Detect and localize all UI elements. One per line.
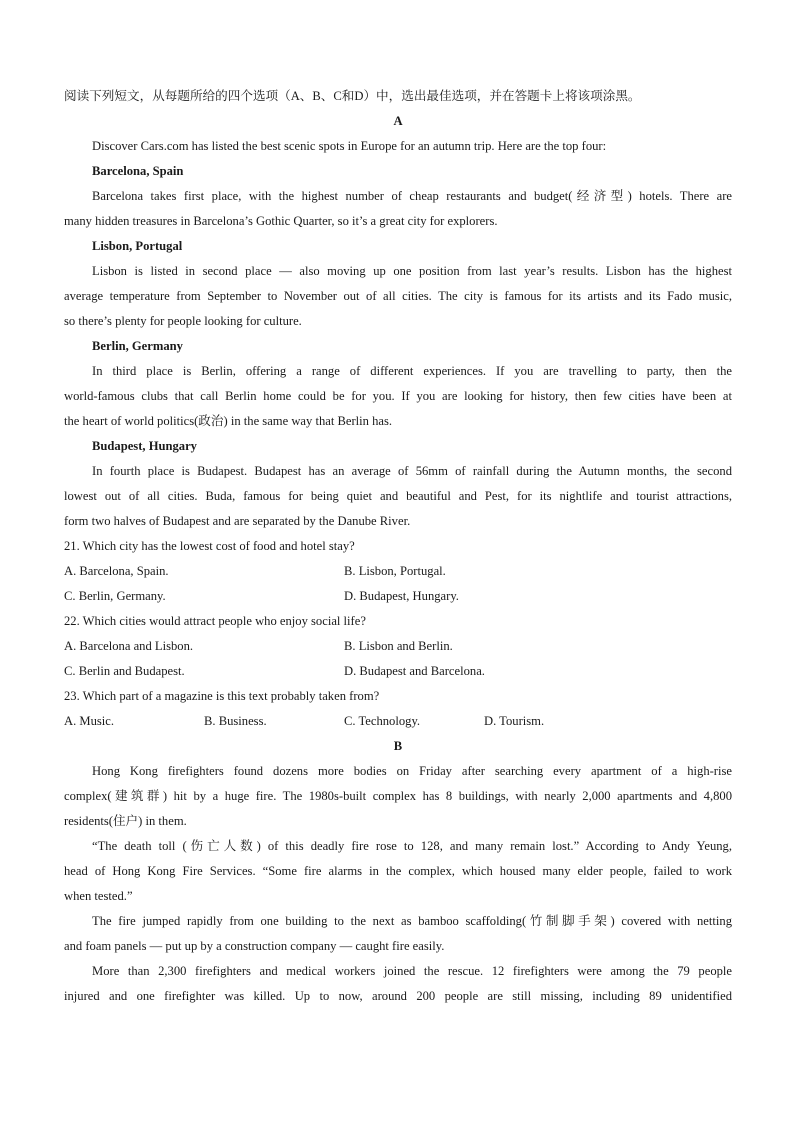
passage-b-p2-line-2: head of Hong Kong Fire Services. “Some fire alarms in the complex, which housed many elder people, failed to work: [64, 864, 732, 878]
instructions: 阅读下列短文，从每题所给的四个选项（A、B、C和D）中，选出最佳选项，并在答题卡上将该项涂黑。: [64, 89, 641, 103]
question-22-stem: 22. Which cities would attract people who enjoy social life?: [64, 614, 366, 628]
passage-a-intro: Discover Cars.com has listed the best scenic spots in Europe for an autumn trip. Here are the top four:: [92, 139, 607, 153]
question-21-options-row-2: [64, 584, 732, 609]
exam-page: [64, 84, 732, 1009]
passage-a-label: A: [393, 114, 403, 128]
passage-b-p1-line-2: complex(建筑群) hit by a huge fire. The 1980s-built complex has 8 buildings, with nearly 2,000 apartments and 4,800: [64, 789, 732, 803]
lisbon-line-3: so there’s plenty for people looking for culture.: [64, 314, 302, 328]
lisbon-heading: Lisbon, Portugal: [92, 239, 183, 253]
question-22-options-row-1: [64, 634, 732, 659]
lisbon-line-1: Lisbon is listed in second place — also moving up one position from last year’s results. Lisbon has the highest: [92, 264, 732, 278]
question-22-option-b[interactable]: B. Lisbon and Berlin.: [344, 639, 453, 653]
question-22-option-c[interactable]: C. Berlin and Budapest.: [64, 664, 185, 678]
question-23-option-a[interactable]: A. Music.: [64, 714, 115, 728]
question-21-option-c[interactable]: C. Berlin, Germany.: [64, 589, 166, 603]
berlin-line-3: the heart of world politics(政治) in the same way that Berlin has.: [64, 414, 393, 428]
question-21-option-d[interactable]: D. Budapest, Hungary.: [344, 589, 459, 603]
question-22-option-d[interactable]: D. Budapest and Barcelona.: [344, 664, 485, 678]
budapest-heading: Budapest, Hungary: [92, 439, 197, 453]
lisbon-line-2: average temperature from September to November out of all cities. The city is famous for its artists and its Fado music,: [64, 289, 732, 303]
passage-b-p4-line-1: More than 2,300 firefighters and medical workers joined the rescue. 12 firefighters were among the 79 people: [92, 964, 732, 978]
question-23-options-row: [64, 709, 732, 734]
berlin-heading: Berlin, Germany: [92, 339, 183, 353]
question-21-option-a[interactable]: A. Barcelona, Spain.: [64, 564, 169, 578]
question-23-stem: 23. Which part of a magazine is this text probably taken from?: [64, 689, 380, 703]
passage-b-p3-line-2: and foam panels — put up by a construction company — caught fire easily.: [64, 939, 445, 953]
budapest-line-1: In fourth place is Budapest. Budapest has an average of 56mm of rainfall during the Autumn months, the second: [92, 464, 732, 478]
berlin-line-2: world-famous clubs that call Berlin home could be for you. If you are looking for history, then few cities have been at: [64, 389, 732, 403]
question-22-option-a[interactable]: A. Barcelona and Lisbon.: [64, 639, 194, 653]
question-23-option-c[interactable]: C. Technology.: [344, 714, 421, 728]
question-22-options-row-2: [64, 659, 732, 684]
passage-b-label: B: [393, 739, 403, 753]
budapest-line-3: form two halves of Budapest and are separated by the Danube River.: [64, 514, 411, 528]
barcelona-line-1: Barcelona takes first place, with the highest number of cheap restaurants and budget(经济型) hotels. There are: [92, 189, 732, 203]
passage-b-p4-line-2: injured and one firefighter was killed. Up to now, around 200 people are still missing, including 89 unidentified: [64, 989, 732, 1003]
budapest-line-2: lowest out of all cities. Buda, famous for being quiet and beautiful and Pest, for its nightlife and tourist attractions,: [64, 489, 732, 503]
passage-b-p3-line-1: The fire jumped rapidly from one building to the next as bamboo scaffolding(竹制脚手架) covered with netting: [92, 914, 732, 928]
question-21-options-row-1: [64, 559, 732, 584]
berlin-line-1: In third place is Berlin, offering a range of different experiences. If you are travelling to party, then the: [92, 364, 732, 378]
barcelona-line-2: many hidden treasures in Barcelona’s Gothic Quarter, so it’s a great city for explorers.: [64, 214, 498, 228]
question-21-stem: 21. Which city has the lowest cost of food and hotel stay?: [64, 539, 355, 553]
question-23-option-b[interactable]: B. Business.: [204, 714, 267, 728]
passage-b-p1-line-3: residents(住户) in them.: [64, 814, 187, 828]
question-21-option-b[interactable]: B. Lisbon, Portugal.: [344, 564, 446, 578]
passage-b-p2-line-1: “The death toll (伤亡人数) of this deadly fire rose to 128, and many remain lost.” According to Andy Yeung,: [92, 839, 732, 853]
passage-b-p2-line-3: when tested.”: [64, 889, 133, 903]
passage-b-p1-line-1: Hong Kong firefighters found dozens more bodies on Friday after searching every apartment of a high-rise: [92, 764, 732, 778]
question-23-option-d[interactable]: D. Tourism.: [484, 714, 545, 728]
barcelona-heading: Barcelona, Spain: [92, 164, 184, 178]
